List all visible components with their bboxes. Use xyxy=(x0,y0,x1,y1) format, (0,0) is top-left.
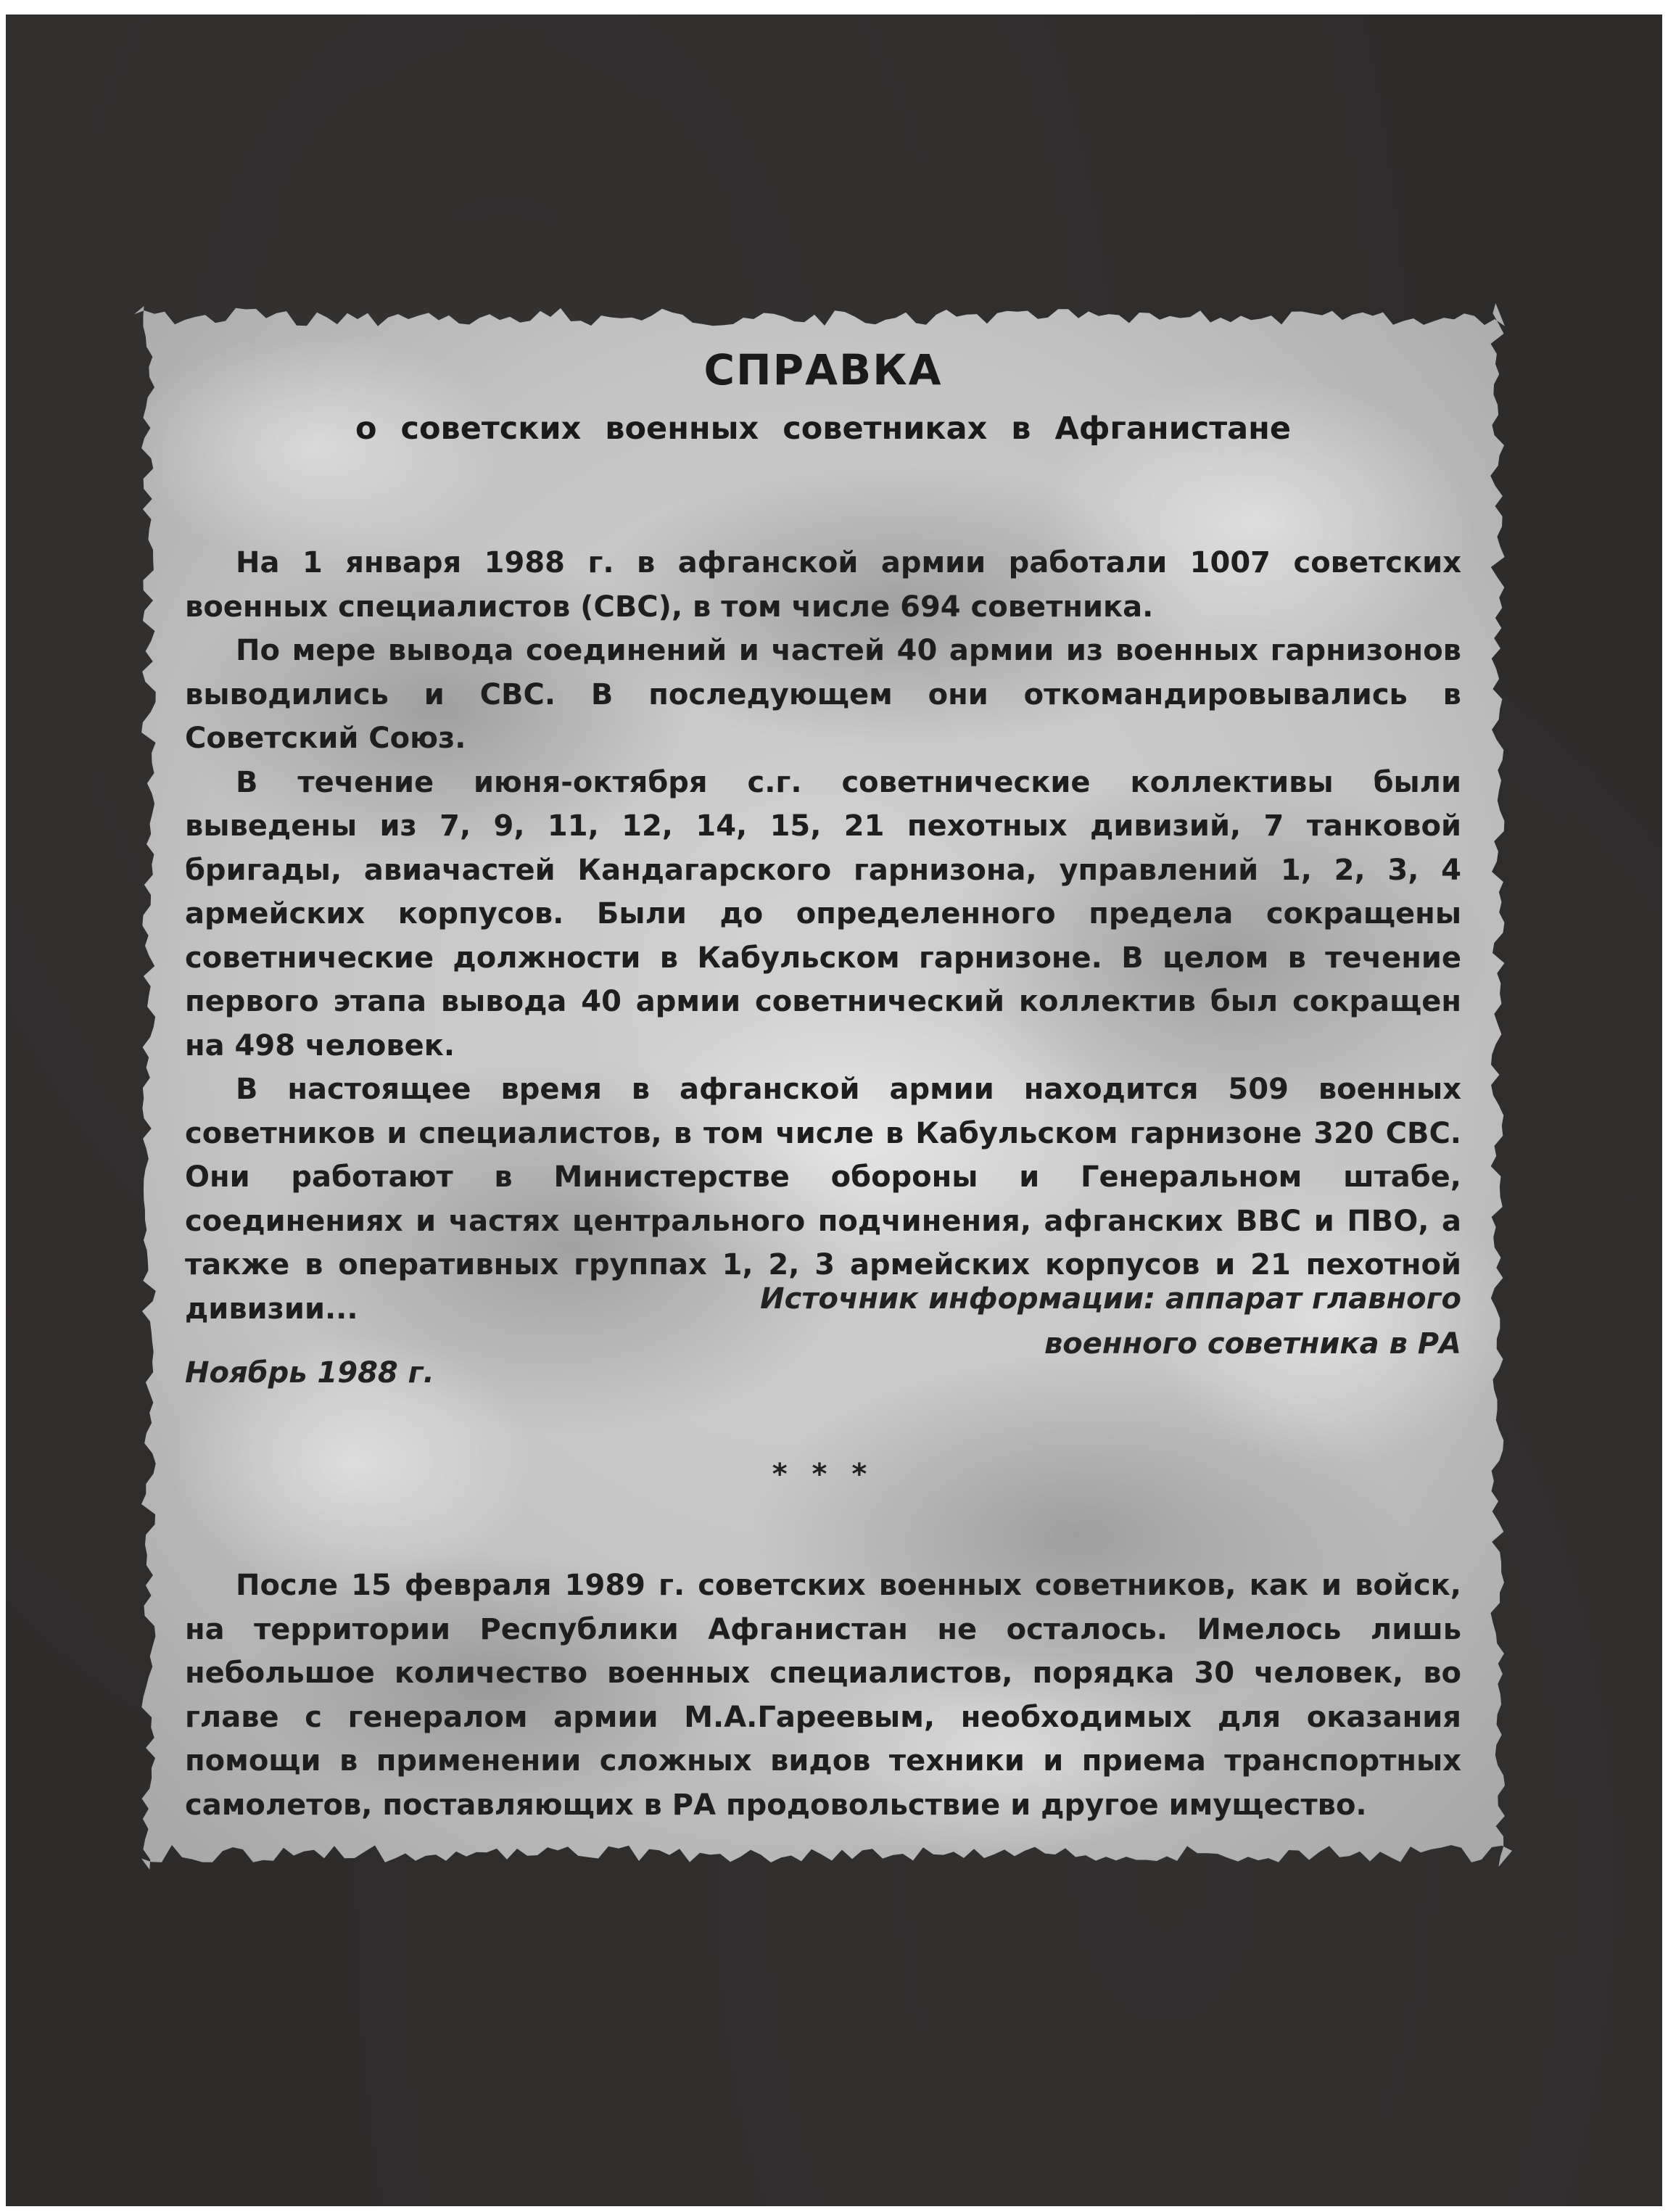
document-content xyxy=(134,303,1512,1870)
paragraph-1: На 1 января 1988 г. в афганской армии работали 1007 советских военных специалистов (СВС), в том числе 694 советника. xyxy=(185,546,1461,624)
source-attribution xyxy=(736,1276,1461,1366)
document-subtitle: о советских военных советниках в Афганистане xyxy=(355,410,1292,447)
closing-section xyxy=(185,1564,1461,1827)
section-separator: * * * xyxy=(772,1458,875,1491)
closing-paragraph: После 15 февраля 1989 г. советских военных советников, как и войск, на территории Республики Афганистан не осталось. Имелось лишь небольшое количество военных специалистов, порядка 30 человек, во главе с генералом армии М.А.Гареевым, необходимых для оказания помощи в применении сложных видов техники и приема транспортных самолетов, поставляющих в РА продовольствие и другое имущество. xyxy=(185,1569,1461,1822)
paragraph-4: В настоящее время в афганской армии находится 509 военных советников и специалистов, в том числе в Кабульском гарнизоне 320 СВС. Они работают в Министерстве обороны и Генеральном штабе, соединениях и частях центрального подчинения, афганских ВВС и ПВО, а также в оперативных группах 1, 2, 3 армейских корпусов и 21 пехотной дивизии... xyxy=(185,1073,1461,1326)
torn-paper-sheet xyxy=(134,303,1512,1870)
document-date: Ноябрь 1988 г. xyxy=(185,1356,434,1390)
document-title: СПРАВКА xyxy=(703,345,943,395)
paragraph-2: По мере вывода соединений и частей 40 армии из военных гарнизонов выводились и СВС. В последующем они откомандировывались в Советский Союз. xyxy=(185,634,1461,755)
source-line-1: Источник информации: аппарат главного xyxy=(760,1282,1461,1316)
document-body xyxy=(185,541,1461,1331)
paragraph-3: В течение июня-октября с.г. советнические коллективы были выведены из 7, 9, 11, 12, 14, 15, 21 пехотных дивизий, 7 танковой бригады, авиачастей Кандагарского гарнизона, управлений 1, 2, 3, 4 армейских корпусов. Были до определенного предела сокращены советнические должности в Кабульском гарнизоне. В целом в течение первого этапа вывода 40 армии советнический коллектив был сокращен на 498 человек. xyxy=(185,765,1461,1062)
source-line-2: военного советника в РА xyxy=(1044,1327,1461,1361)
